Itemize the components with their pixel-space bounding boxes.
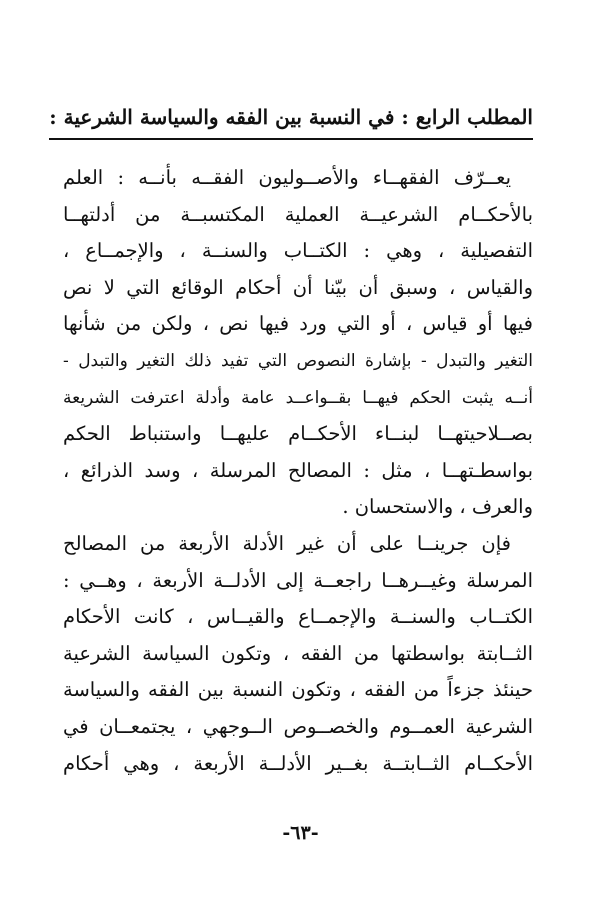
text-line: فإن جرينــا على أن غير الأدلة الأربعة من المصالح (63, 531, 511, 555)
text-line: التفصيلية ، وهي : الكتــاب والسنــة ، والإجمــاع ، (63, 239, 533, 263)
text-line: بصــلاحيتهــا لبنــاء الأحكــام عليهــا واستنباط الحكم (63, 422, 533, 446)
text-line: يعــرّف الفقهــاء والأصــوليون الفقــه بأنــه : العلم (63, 166, 511, 189)
text-line: الشرعية العمــوم والخصــوص الــوجهي ، يجتمعــان في (63, 714, 533, 738)
text-line: بالأحكــام الشرعيــة العملية المكتسبــة من أدلتهــا (63, 202, 533, 226)
text-line: أنــه يثبت الحكم فيهــا بقــواعــد عامة وأدلة اعترفت الشريعة (63, 387, 533, 408)
paragraph-2 (63, 526, 533, 782)
body-text (63, 160, 533, 782)
text-line: المرسلة وغيــرهــا راجعــة إلى الأدلــة الأربعة ، وهــي : (63, 568, 533, 592)
text-line: فيها أو قياس ، أو التي ورد فيها نص ، ولكن من شأنها (63, 312, 533, 336)
text-line: والعرف ، والاستحسان . (342, 495, 533, 519)
section-heading: المطلب الرابع : في النسبة بين الفقه والسياسة الشرعية : (49, 100, 533, 140)
paragraph-1 (63, 160, 533, 526)
text-line: التغير والتبدل - بإشارة النصوص التي تفيد ذلك التغير والتبدل - (63, 350, 533, 371)
text-line: الأحكــام الثــابتــة بغــير الأدلــة الأربعة ، وهي أحكام (63, 751, 533, 775)
page-number: -٦٣- (282, 822, 319, 844)
text-line: والقياس ، وسبق أن بيّنا أن أحكام الوقائع التي لا نص (63, 275, 533, 299)
section-heading-wrapper (49, 100, 533, 140)
text-line: الكتــاب والسنــة والإجمــاع والقيــاس ، كانت الأحكام (63, 605, 533, 629)
text-line: بواسطـتهــا ، مثل : المصالح المرسلة ، وسد الذرائع ، (63, 458, 533, 482)
text-line: الثــابتة بواسطتها من الفقه ، وتكون السياسة الشرعية (63, 641, 533, 665)
text-line: حينئذ جزءاً من الفقه ، وتكون النسبة بين الفقه والسياسة (63, 678, 533, 702)
